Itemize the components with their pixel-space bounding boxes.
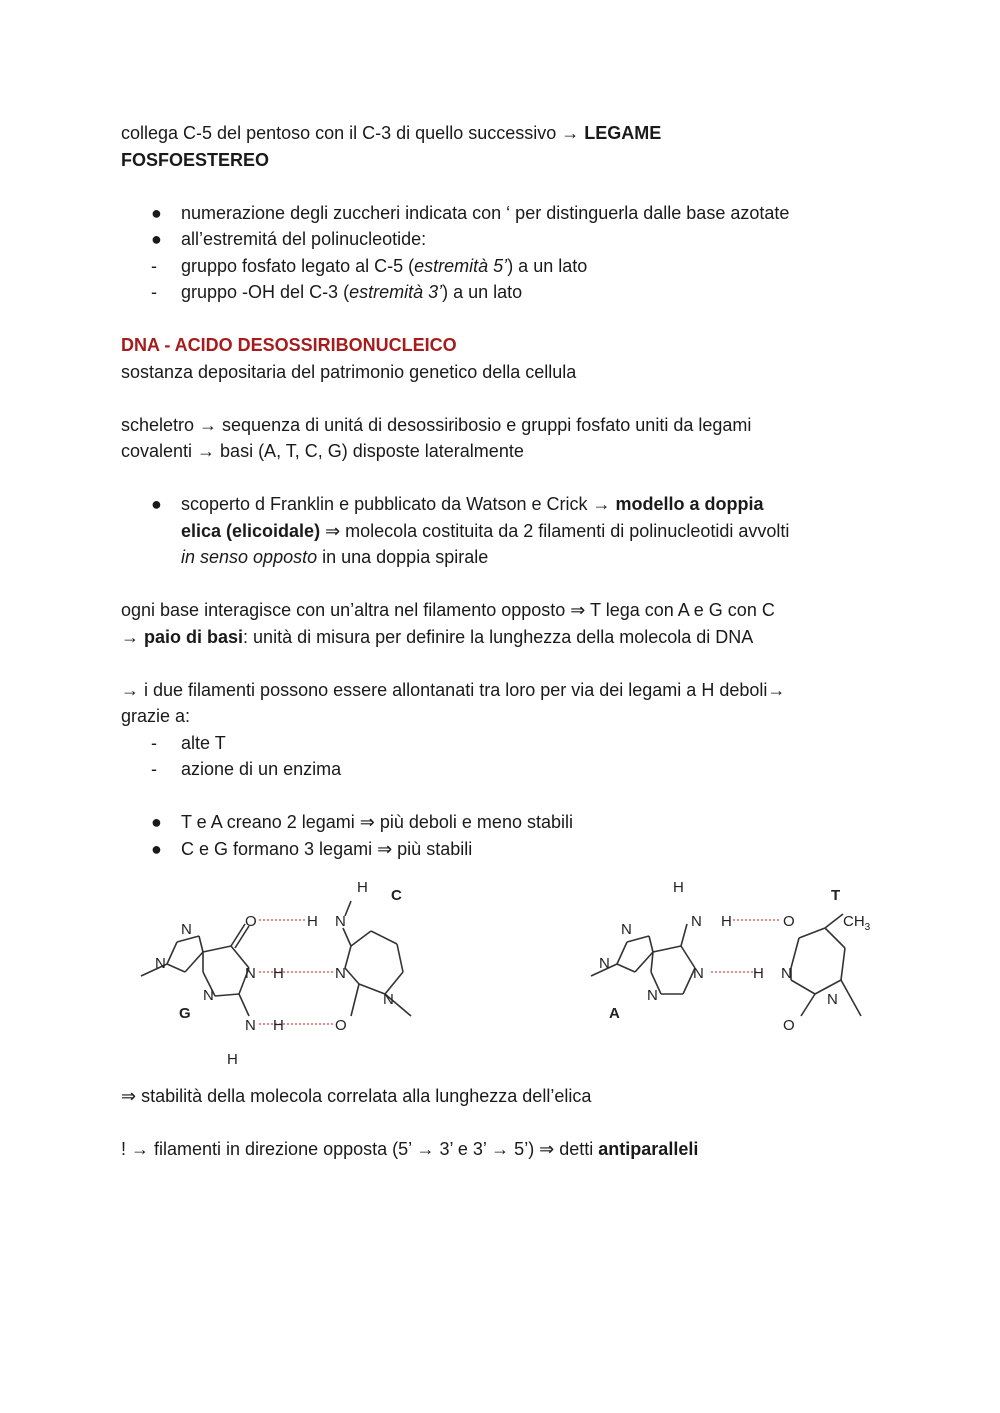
list-item (121, 730, 881, 757)
atom-label: N (245, 1017, 256, 1034)
section-heading: DNA - ACIDO DESOSSIRIBONUCLEICO (121, 335, 457, 355)
bullet-mark: ● (151, 202, 162, 223)
base-label-t: T (831, 887, 841, 904)
separation-line-2: grazie a: (121, 706, 191, 726)
antiparallel-line (121, 1136, 881, 1163)
atom-label: N (621, 921, 632, 938)
intro-line-2 (121, 147, 881, 174)
bold-term: modello a doppia (615, 494, 764, 514)
intro-line-1 (121, 120, 881, 147)
list-item-text: T e A creano 2 legami ⇒ più deboli e meno stabili (181, 812, 573, 832)
bullet-mark: ● (151, 494, 162, 514)
bold-term: elica (elicoidale) (181, 520, 321, 541)
antiparallel-text: ! → filamenti in direzione opposta (5’ → 3’ e 3’ → 5’) ⇒ detti (121, 1139, 599, 1159)
skeleton-line-1: scheletro → sequenza di unitá di desossiribosio e gruppi fosfato uniti da legami (121, 414, 752, 435)
list-item (121, 253, 881, 280)
atom-label: N (647, 987, 658, 1004)
atom-label: N (691, 913, 702, 930)
pairing-text: : unità di misura per definire la lunghezza della molecola di DNA (243, 626, 754, 647)
atom-label: O (245, 913, 257, 930)
pairing-line-1: ogni base interagisce con un’altra nel filamento opposto ⇒ T lega con A e G con C (121, 600, 775, 620)
list-item-text: all’estremitá del polinucleotide: (181, 229, 427, 249)
list-item-text: C e G formano 3 legami ⇒ più stabili (181, 838, 473, 859)
list-item-text: ) a un lato (442, 282, 523, 302)
base-label-c: C (391, 887, 402, 904)
atom-label: H (307, 913, 318, 930)
atom-label: H (227, 1051, 238, 1068)
separation-line-1: → i due filamenti possono essere allontanati tra loro per via dei legami a H deboli→ (121, 679, 786, 700)
list-item-text: ) a un lato (507, 255, 588, 276)
skeleton-line-2: covalenti → basi (A, T, C, G) disposte lateralmente (121, 441, 524, 461)
atom-label: N (155, 955, 166, 972)
arrow-text: → (121, 626, 145, 647)
list-item (121, 756, 881, 783)
methyl-text: CH (843, 913, 865, 930)
intro-text: collega C-5 del pentoso con il C-3 di quello successivo → (121, 123, 585, 143)
bullet-mark: ● (151, 812, 162, 832)
list-item (121, 491, 881, 571)
list-item (121, 226, 881, 253)
atom-label: N (599, 955, 610, 972)
list-item (121, 809, 881, 836)
atom-label: H (273, 1017, 284, 1034)
base-pair-diagram (121, 876, 881, 1076)
dash-mark: - (151, 255, 157, 276)
list-item-text: ⇒ molecola costituita da 2 filamenti di polinucleotidi avvolti (320, 520, 790, 541)
atom-label: H (673, 879, 684, 896)
list-item (121, 836, 881, 863)
intro-bold-term-2: FOSFOESTEREO (121, 149, 270, 170)
italic-term: in senso opposto (181, 547, 318, 567)
atom-label: N (827, 991, 838, 1008)
atom-label: O (783, 913, 795, 930)
atom-label: O (783, 1017, 795, 1034)
base-pair-figure (121, 876, 881, 1076)
atom-label: H (753, 965, 764, 982)
atom-label: N (203, 987, 214, 1004)
italic-term: estremità 5’ (414, 255, 508, 276)
bullet-mark: ● (151, 838, 162, 859)
list-item (121, 279, 881, 306)
list-item-text: in una doppia spirale (317, 547, 489, 567)
pairing-line-2 (121, 624, 881, 651)
bold-term: paio di basi (144, 626, 244, 647)
base-label-a: A (609, 1005, 620, 1022)
dash-mark: - (151, 282, 157, 302)
list-item-text: gruppo fosfato legato al C-5 ( (181, 255, 415, 276)
atom-label: H (273, 965, 284, 982)
atom-label: H (721, 913, 732, 930)
atom-label: N (335, 965, 346, 982)
bullet-mark: ● (151, 229, 162, 249)
list-item-text: alte T (181, 732, 226, 753)
list-item-text: gruppo -OH del C-3 ( (181, 282, 350, 302)
dash-mark: - (151, 732, 157, 753)
stability-line: ⇒ stabilità della molecola correlata alla lunghezza dell’elica (121, 1086, 592, 1106)
atom-label: O (335, 1017, 347, 1034)
italic-term: estremità 3’ (349, 282, 443, 302)
atom-label: N (781, 965, 792, 982)
document-body (121, 120, 881, 862)
intro-bold-term: LEGAME (584, 123, 662, 143)
section-subtitle: sostanza depositaria del patrimonio genetico della cellula (121, 361, 577, 382)
atom-label: N (245, 965, 256, 982)
atom-label: N (383, 991, 394, 1008)
dash-mark: - (151, 759, 157, 779)
list-item-text: scoperto d Franklin e pubblicato da Watson e Crick → (181, 494, 616, 514)
base-label-g: G (179, 1005, 191, 1022)
list-item (121, 200, 881, 227)
bold-term: antiparalleli (598, 1139, 699, 1159)
methyl-label (843, 913, 871, 933)
methyl-subscript: 3 (864, 922, 871, 933)
atom-label: N (181, 921, 192, 938)
atom-label: N (335, 913, 346, 930)
atom-label: H (357, 879, 368, 896)
list-item-text: azione di un enzima (181, 759, 342, 779)
list-item-text: numerazione degli zuccheri indicata con ‘ per distinguerla dalle base azotate (181, 202, 790, 223)
closing-section (121, 1083, 881, 1163)
atom-label: N (693, 965, 704, 982)
